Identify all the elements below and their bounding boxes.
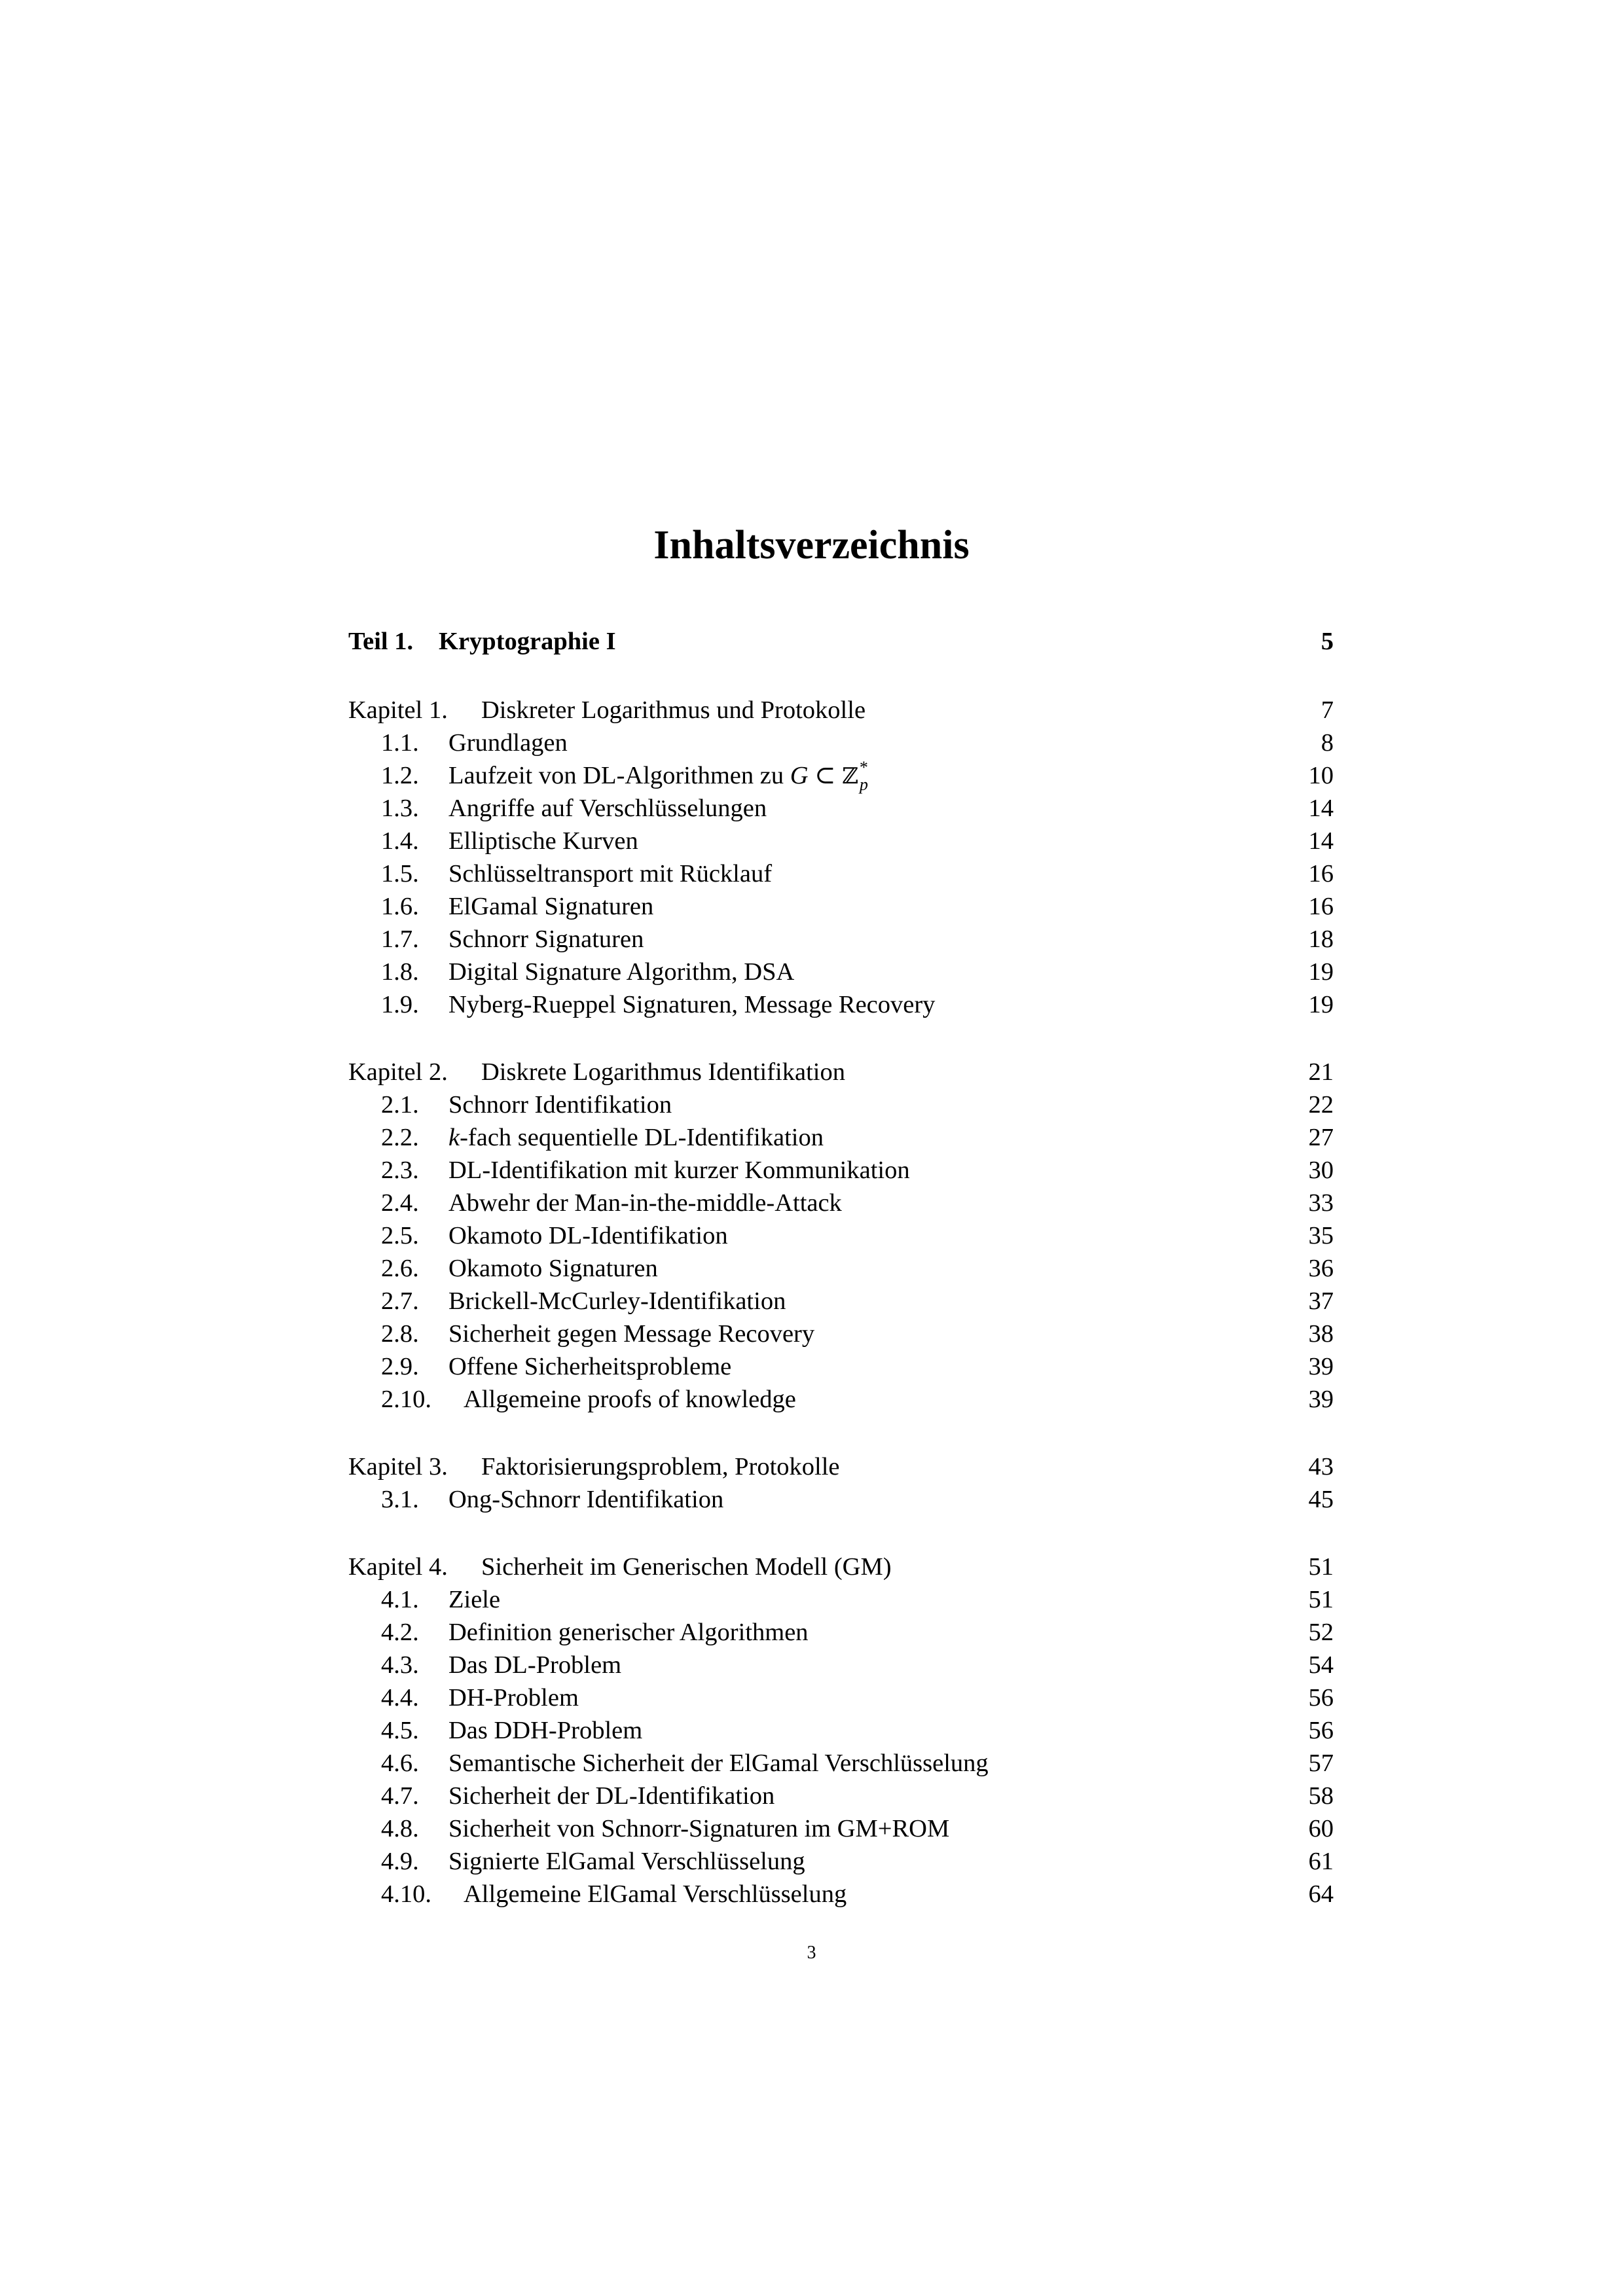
section-title-text: -fach sequentielle DL-Identifikation: [460, 1124, 824, 1151]
section-title: [448, 1121, 824, 1154]
section-number: 1.5.: [381, 860, 419, 888]
chapter-title: Faktorisierungsproblem, Protokolle: [481, 1453, 840, 1480]
toc-chapter-entry[interactable]: [348, 1450, 1334, 1483]
toc-section-entry[interactable]: [348, 1318, 1334, 1350]
chapter-page: 7: [1321, 696, 1334, 724]
section-title: Digital Signature Algorithm, DSA: [448, 958, 795, 986]
section-title: Semantische Sicherheit der ElGamal Verschlüsselung: [448, 1749, 989, 1777]
section-page: 58: [1308, 1782, 1334, 1810]
section-number: 1.8.: [381, 958, 419, 986]
section-number: 1.6.: [381, 893, 419, 920]
section-title: DL-Identifikation mit kurzer Kommunikation: [448, 1157, 910, 1184]
section-number: 4.7.: [381, 1782, 419, 1810]
toc-section-entry[interactable]: [348, 1812, 1334, 1845]
toc-chapter-entry[interactable]: [348, 1056, 1334, 1088]
section-number: 2.9.: [381, 1353, 419, 1380]
section-title: Sicherheit gegen Message Recovery: [448, 1320, 815, 1348]
section-number: 4.9.: [381, 1848, 419, 1875]
part-number: Teil 1.: [348, 628, 414, 655]
section-page: 38: [1308, 1320, 1334, 1348]
toc-section-entry[interactable]: [348, 857, 1334, 890]
section-page: 36: [1308, 1255, 1334, 1282]
section-number: 1.4.: [381, 827, 419, 855]
section-number: 1.7.: [381, 925, 419, 953]
chapter-title: Diskreter Logarithmus und Protokolle: [481, 696, 866, 724]
toc-section-entry[interactable]: [348, 1583, 1334, 1616]
section-title: Elliptische Kurven: [448, 827, 638, 855]
section-page: 30: [1308, 1157, 1334, 1184]
chapter-number: Kapitel 4.: [348, 1553, 448, 1581]
toc-part-entry[interactable]: [348, 625, 1334, 658]
section-title: Schnorr Signaturen: [448, 925, 644, 953]
section-page: 52: [1308, 1619, 1334, 1646]
section-page: 14: [1308, 827, 1334, 855]
section-title: Okamoto Signaturen: [448, 1255, 658, 1282]
section-title: Sicherheit von Schnorr-Signaturen im GM+ROM: [448, 1815, 950, 1842]
section-number: 4.8.: [381, 1815, 419, 1842]
section-title: Sicherheit der DL-Identifikation: [448, 1782, 775, 1810]
section-page: 37: [1308, 1287, 1334, 1315]
toc-section-entry[interactable]: [348, 825, 1334, 857]
section-title: [448, 759, 871, 793]
toc-section-entry[interactable]: [348, 1616, 1334, 1649]
section-page: 19: [1308, 958, 1334, 986]
toc-section-entry[interactable]: [348, 1285, 1334, 1318]
toc-section-entry[interactable]: [348, 988, 1334, 1021]
section-number: 2.4.: [381, 1189, 419, 1217]
toc-section-entry[interactable]: [348, 1649, 1334, 1681]
section-page: 10: [1308, 762, 1334, 789]
math-formula: G ⊂ ℤ * p: [790, 758, 868, 794]
section-number: 2.1.: [381, 1091, 419, 1119]
toc-section-entry[interactable]: [348, 792, 1334, 825]
section-number: 4.5.: [381, 1717, 419, 1744]
toc-section-entry[interactable]: [348, 1383, 1334, 1416]
toc-section-entry[interactable]: [348, 1681, 1334, 1714]
section-number: 2.2.: [381, 1124, 419, 1151]
section-page: 39: [1308, 1353, 1334, 1380]
toc-section-entry[interactable]: [348, 1187, 1334, 1219]
section-page: 18: [1308, 925, 1334, 953]
section-page: 35: [1308, 1222, 1334, 1249]
section-page: 57: [1308, 1749, 1334, 1777]
section-page: 16: [1308, 860, 1334, 888]
toc-section-entry[interactable]: [348, 1483, 1334, 1516]
toc-section-entry[interactable]: [348, 1845, 1334, 1878]
section-number: 4.1.: [381, 1586, 419, 1613]
section-title: Definition generischer Algorithmen: [448, 1619, 809, 1646]
section-page: 22: [1308, 1091, 1334, 1119]
section-page: 45: [1308, 1486, 1334, 1513]
part-title: Kryptographie I: [439, 628, 616, 655]
section-page: 64: [1308, 1880, 1334, 1908]
toc-section-entry[interactable]: [348, 726, 1334, 759]
page-number: 3: [807, 1943, 816, 1963]
section-number: 4.4.: [381, 1684, 419, 1712]
chapter-page: 21: [1308, 1058, 1334, 1086]
section-title: Brickell-McCurley-Identifikation: [448, 1287, 786, 1315]
section-title: Okamoto DL-Identifikation: [448, 1222, 728, 1249]
toc-chapter-entry[interactable]: [348, 1551, 1334, 1583]
section-page: 56: [1308, 1684, 1334, 1712]
section-number: 3.1.: [381, 1486, 419, 1513]
toc-section-entry[interactable]: [348, 1252, 1334, 1285]
toc-section-entry[interactable]: [348, 1088, 1334, 1121]
section-title: Abwehr der Man-in-the-middle-Attack: [448, 1189, 842, 1217]
section-page: 8: [1321, 729, 1334, 757]
section-title: Das DL-Problem: [448, 1651, 622, 1679]
toc-section-entry[interactable]: [348, 1714, 1334, 1747]
chapter-number: Kapitel 1.: [348, 696, 448, 724]
section-page: 61: [1308, 1848, 1334, 1875]
chapter-title: Diskrete Logarithmus Identifikation: [481, 1058, 845, 1086]
section-number: 2.5.: [381, 1222, 419, 1249]
page-title: Inhaltsverzeichnis: [653, 523, 970, 567]
table-of-contents: [348, 625, 1334, 1910]
section-number: 2.10.: [381, 1386, 431, 1413]
toc-section-entry[interactable]: [348, 1219, 1334, 1252]
section-number: 1.9.: [381, 991, 419, 1018]
toc-section-entry[interactable]: [348, 1878, 1334, 1910]
toc-section-entry[interactable]: [348, 1780, 1334, 1812]
section-number: 1.2.: [381, 762, 419, 789]
italic-variable: k: [448, 1124, 460, 1151]
chapter-number: Kapitel 2.: [348, 1058, 448, 1086]
chapter-number: Kapitel 3.: [348, 1453, 448, 1480]
toc-section-entry[interactable]: [348, 1154, 1334, 1187]
toc-section-entry[interactable]: [348, 923, 1334, 956]
section-page: 33: [1308, 1189, 1334, 1217]
chapter-title: Sicherheit im Generischen Modell (GM): [481, 1553, 892, 1581]
section-title: Grundlagen: [448, 729, 568, 757]
section-page: 56: [1308, 1717, 1334, 1744]
toc-section-entry[interactable]: [348, 759, 1334, 792]
section-title: Allgemeine proofs of knowledge: [464, 1386, 796, 1413]
toc-section-entry[interactable]: [348, 1747, 1334, 1780]
section-number: 4.3.: [381, 1651, 419, 1679]
section-page: 51: [1308, 1586, 1334, 1613]
section-page: 39: [1308, 1386, 1334, 1413]
section-page: 27: [1308, 1124, 1334, 1151]
section-title: ElGamal Signaturen: [448, 893, 654, 920]
part-page: 5: [1321, 628, 1334, 655]
section-title: Offene Sicherheitsprobleme: [448, 1353, 732, 1380]
section-number: 4.10.: [381, 1880, 431, 1908]
section-page: 54: [1308, 1651, 1334, 1679]
section-page: 16: [1308, 893, 1334, 920]
section-number: 2.8.: [381, 1320, 419, 1348]
section-title: Ziele: [448, 1586, 501, 1613]
section-title: Das DDH-Problem: [448, 1717, 643, 1744]
chapter-page: 51: [1308, 1553, 1334, 1581]
toc-section-entry[interactable]: [348, 1121, 1334, 1154]
section-title: Signierte ElGamal Verschlüsselung: [448, 1848, 805, 1875]
section-title: Nyberg-Rueppel Signaturen, Message Recovery: [448, 991, 936, 1018]
chapter-page: 43: [1308, 1453, 1334, 1480]
section-number: 1.3.: [381, 795, 419, 822]
section-number: 4.6.: [381, 1749, 419, 1777]
toc-section-entry[interactable]: [348, 890, 1334, 923]
section-number: 4.2.: [381, 1619, 419, 1646]
toc-section-entry[interactable]: [348, 956, 1334, 988]
section-number: 1.1.: [381, 729, 419, 757]
toc-chapter-entry[interactable]: [348, 694, 1334, 726]
toc-section-entry[interactable]: [348, 1350, 1334, 1383]
section-number: 2.3.: [381, 1157, 419, 1184]
section-number: 2.6.: [381, 1255, 419, 1282]
section-number: 2.7.: [381, 1287, 419, 1315]
section-title: Angriffe auf Verschlüsselungen: [448, 795, 767, 822]
section-title: DH-Problem: [448, 1684, 579, 1712]
section-page: 60: [1308, 1815, 1334, 1842]
section-title: Ong-Schnorr Identifikation: [448, 1486, 724, 1513]
section-title-text: Laufzeit von DL-Algorithmen zu: [448, 762, 784, 789]
section-title: Schlüsseltransport mit Rücklauf: [448, 860, 773, 888]
section-page: 14: [1308, 795, 1334, 822]
section-page: 19: [1308, 991, 1334, 1018]
section-title: Schnorr Identifikation: [448, 1091, 672, 1119]
section-title: Allgemeine ElGamal Verschlüsselung: [464, 1880, 847, 1908]
